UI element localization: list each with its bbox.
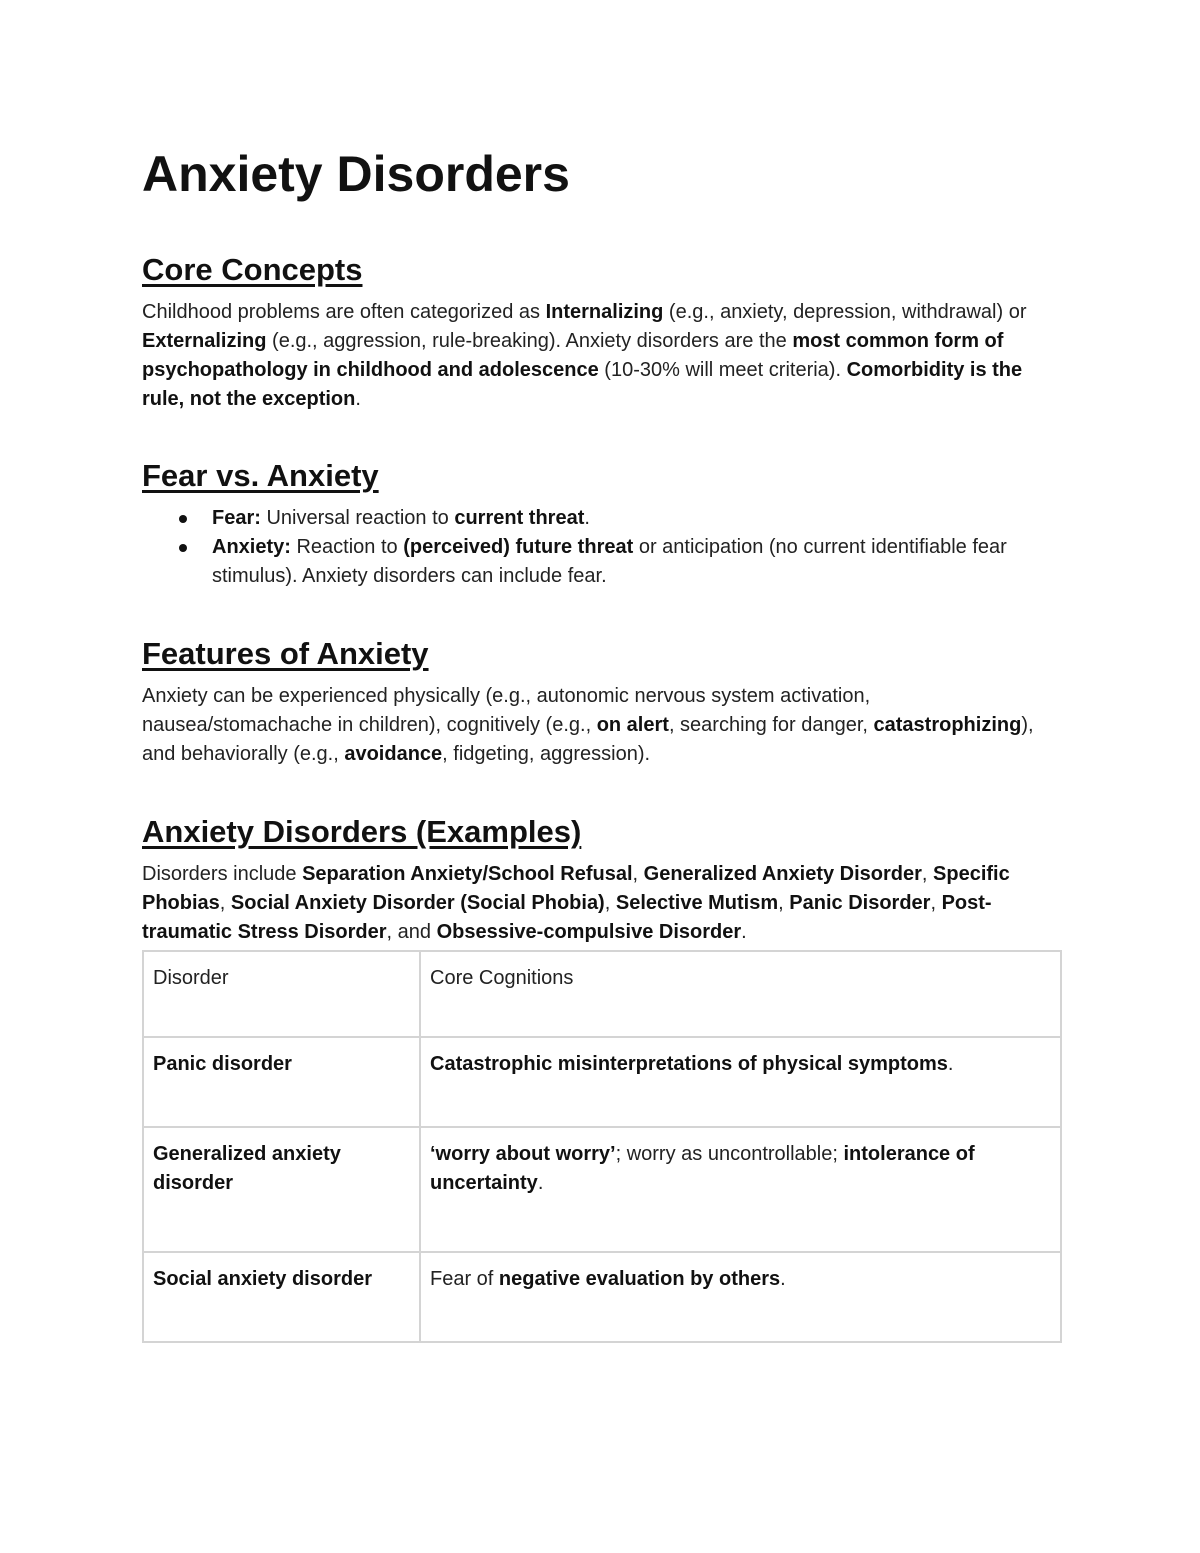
disorder-name: Panic disorder bbox=[153, 1053, 292, 1075]
table-cell-disorder bbox=[143, 1252, 420, 1342]
table-cell-cognition bbox=[420, 1037, 1061, 1127]
text-run: , searching for danger, bbox=[668, 714, 874, 736]
emphasis-future-threat: (perceived) future threat bbox=[403, 536, 634, 558]
text-run: or anticipation (no current identifiable fear stimulus). Anxiety disorders can include fear. bbox=[212, 536, 1007, 587]
list-item-fear bbox=[142, 504, 1060, 533]
disorder-name: Selective Mutism bbox=[615, 892, 779, 914]
text-run: , bbox=[632, 863, 644, 885]
text-run: Universal reaction to bbox=[260, 507, 455, 529]
disorder-name: Generalized anxiety disorder bbox=[153, 1143, 341, 1194]
text-run: , bbox=[604, 892, 616, 914]
text-run: (e.g., aggression, rule-breaking). Anxiety disorders are the bbox=[266, 330, 793, 352]
text-run: negative evaluation by others bbox=[498, 1268, 781, 1290]
term-internalizing: Internalizing bbox=[545, 301, 664, 323]
section-fear-vs-anxiety bbox=[142, 456, 1060, 591]
text-run: . bbox=[355, 388, 361, 410]
emphasis-most-common: most common form of psychopathology in childhood and adolescence bbox=[142, 330, 1004, 381]
text-run: , bbox=[778, 892, 790, 914]
text-run: ‘worry about worry’ bbox=[430, 1143, 616, 1165]
text-run: intolerance of uncertainty bbox=[430, 1143, 975, 1194]
emphasis-avoidance: avoidance bbox=[344, 743, 443, 765]
section-core-concepts bbox=[142, 250, 1060, 414]
text-run: ; worry as uncontrollable; bbox=[615, 1143, 844, 1165]
text-run: (e.g., anxiety, depression, withdrawal) or bbox=[663, 301, 1027, 323]
table-header-row bbox=[143, 951, 1061, 1037]
table-row bbox=[143, 1127, 1061, 1252]
text-run: , bbox=[219, 892, 231, 914]
heading-core-concepts: Core Concepts bbox=[142, 252, 363, 287]
table-row bbox=[143, 1037, 1061, 1127]
table-row bbox=[143, 1252, 1061, 1342]
text-run: , bbox=[930, 892, 942, 914]
text-run: Childhood problems are often categorized as bbox=[142, 301, 546, 323]
disorder-name: Separation Anxiety/School Refusal bbox=[302, 863, 633, 885]
disorder-name: Post-traumatic Stress Disorder bbox=[142, 892, 992, 943]
text-run: Disorders include bbox=[142, 863, 303, 885]
disorder-name: Panic Disorder bbox=[789, 892, 931, 914]
table-header-disorder: Disorder bbox=[143, 951, 420, 1037]
text-run: . bbox=[741, 921, 747, 943]
examples-paragraph bbox=[142, 860, 1060, 947]
core-cognitions-table bbox=[142, 950, 1062, 1343]
section-disorder-examples bbox=[142, 812, 1060, 947]
emphasis-on-alert: on alert bbox=[596, 714, 669, 736]
emphasis-comorbidity: Comorbidity is the rule, not the exception bbox=[142, 359, 1023, 410]
table-cell-cognition bbox=[420, 1252, 1061, 1342]
text-run: . bbox=[537, 1172, 544, 1194]
text-run: ), and behaviorally (e.g., bbox=[142, 714, 1034, 765]
text-run: Catastrophic misinterpretations of physical symptoms bbox=[430, 1053, 948, 1075]
bullet-dot bbox=[179, 544, 187, 552]
disorder-name: Obsessive-compulsive Disorder bbox=[436, 921, 742, 943]
table-cell-disorder bbox=[143, 1127, 420, 1252]
text-run: Fear of bbox=[430, 1268, 499, 1290]
label-anxiety: Anxiety: bbox=[212, 536, 291, 558]
disorder-name: Social anxiety disorder bbox=[153, 1268, 372, 1290]
text-run: . bbox=[947, 1053, 954, 1075]
table-cell-cognition bbox=[420, 1127, 1061, 1252]
text-run: , fidgeting, aggression). bbox=[442, 743, 651, 765]
text-run: , and bbox=[386, 921, 437, 943]
section-features-of-anxiety bbox=[142, 634, 1060, 769]
list-item-anxiety bbox=[142, 533, 1060, 591]
disorder-name: Generalized Anxiety Disorder bbox=[643, 863, 922, 885]
bullet-dot bbox=[179, 515, 187, 523]
table-header-core-cognitions: Core Cognitions bbox=[420, 951, 1061, 1037]
disorder-name: Social Anxiety Disorder (Social Phobia) bbox=[230, 892, 605, 914]
text-run: . bbox=[584, 507, 590, 529]
heading-disorder-examples: Anxiety Disorders (Examples) bbox=[142, 814, 582, 849]
emphasis-current-threat: current threat bbox=[454, 507, 585, 529]
features-paragraph bbox=[142, 682, 1060, 769]
text-run: Reaction to bbox=[290, 536, 404, 558]
fear-anxiety-list bbox=[142, 504, 1060, 591]
heading-features-of-anxiety: Features of Anxiety bbox=[142, 636, 429, 671]
core-concepts-paragraph bbox=[142, 298, 1060, 414]
text-run: , bbox=[921, 863, 934, 885]
table-cell-disorder bbox=[143, 1037, 420, 1127]
term-externalizing: Externalizing bbox=[142, 330, 267, 352]
text-run: (10-30% will meet criteria). bbox=[598, 359, 847, 381]
heading-fear-vs-anxiety: Fear vs. Anxiety bbox=[142, 458, 379, 493]
label-fear: Fear: bbox=[212, 507, 261, 529]
disorder-name: Specific Phobias bbox=[142, 863, 1010, 914]
text-run: . bbox=[780, 1268, 786, 1290]
page-title: Anxiety Disorders bbox=[142, 146, 570, 202]
emphasis-catastrophizing: catastrophizing bbox=[873, 714, 1022, 736]
text-run: Anxiety can be experienced physically (e.g., autonomic nervous system activation, nausea/stomachache in children), cognitively (e.g., bbox=[142, 685, 871, 736]
